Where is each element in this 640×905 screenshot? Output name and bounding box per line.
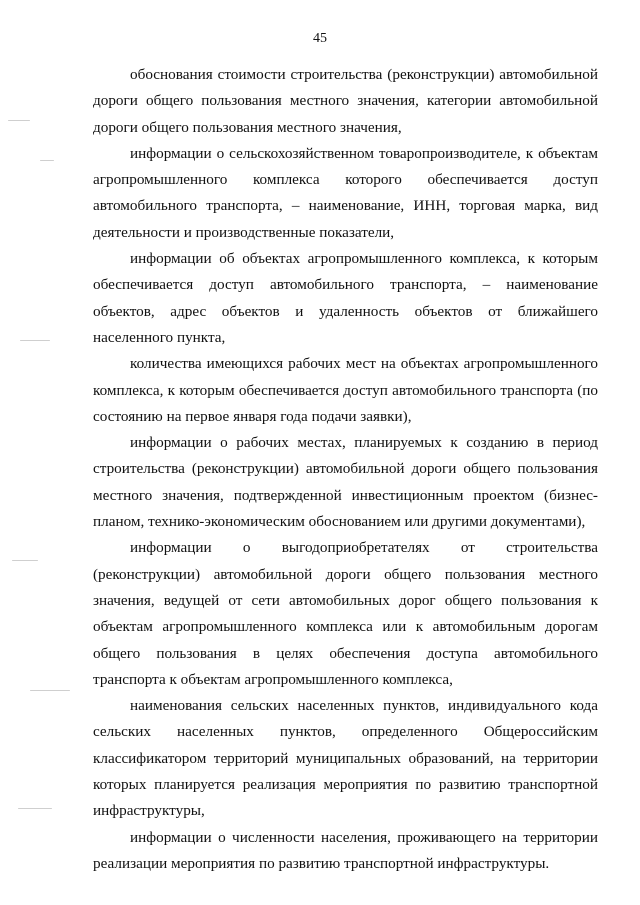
paragraph-existing-jobs: количества имеющихся рабочих мест на объектах агропромышленного комплекса, к которым обеспечивается доступ автомобильного транспорта (по состоянию на первое января года подачи заявки), bbox=[93, 355, 598, 425]
document-body bbox=[93, 62, 598, 877]
scan-artifact bbox=[8, 120, 30, 121]
scan-artifact bbox=[20, 340, 50, 341]
scan-artifact bbox=[30, 690, 70, 691]
paragraph-beneficiaries: информации о выгодоприобретателях от строительства (реконструкции) автомобильной дороги общего пользования местного значения, ведущей от сети автомобильных дорог общего пользования к объектам агропромышленного комплекса или к автомобильным дорогам общего пользования в целях обеспечения доступа автомобильного транспорта к объектам агропромышленного комплекса, bbox=[93, 539, 598, 688]
paragraph-agro-objects-info: информации об объектах агропромышленного комплекса, к которым обеспечивается доступ автомобильного транспорта, – наименование объектов, адрес объектов и удаленность объектов от ближайшего населенного пункта, bbox=[93, 250, 598, 346]
scan-artifact bbox=[12, 560, 38, 561]
scan-artifact bbox=[40, 160, 54, 161]
paragraph-cost-justification: обоснования стоимости строительства (реконструкции) автомобильной дороги общего пользования местного значения, категории автомобильной дороги общего пользования местного значения, bbox=[93, 66, 598, 136]
paragraph-settlements: наименования сельских населенных пунктов, индивидуального кода сельских населенных пунктов, определенного Общероссийским классификатором территорий муниципальных образований, на территории которых планируется реализация мероприятия по развитию транспортной инфраструктуры, bbox=[93, 697, 598, 820]
paragraph-planned-jobs: информации о рабочих местах, планируемых к созданию в период строительства (реконструкции) автомобильной дороги общего пользования местного значения, подтвержденной инвестиционным проектом (бизнес-планом, технико-экономическим обоснованием или другими документами), bbox=[93, 434, 598, 531]
page-number: 45 bbox=[313, 31, 327, 46]
paragraph-population: информации о численности населения, проживающего на территории реализации мероприятия по развитию транспортной инфраструктуры. bbox=[93, 828, 598, 872]
paragraph-producer-info: информации о сельскохозяйственном товаропроизводителе, к объектам агропромышленного комплекса которого обеспечивается доступ автомобильного транспорта, – наименование, ИНН, торговая марка, вид деятельности и производственные показатели, bbox=[93, 144, 598, 241]
scan-artifact bbox=[18, 808, 52, 809]
